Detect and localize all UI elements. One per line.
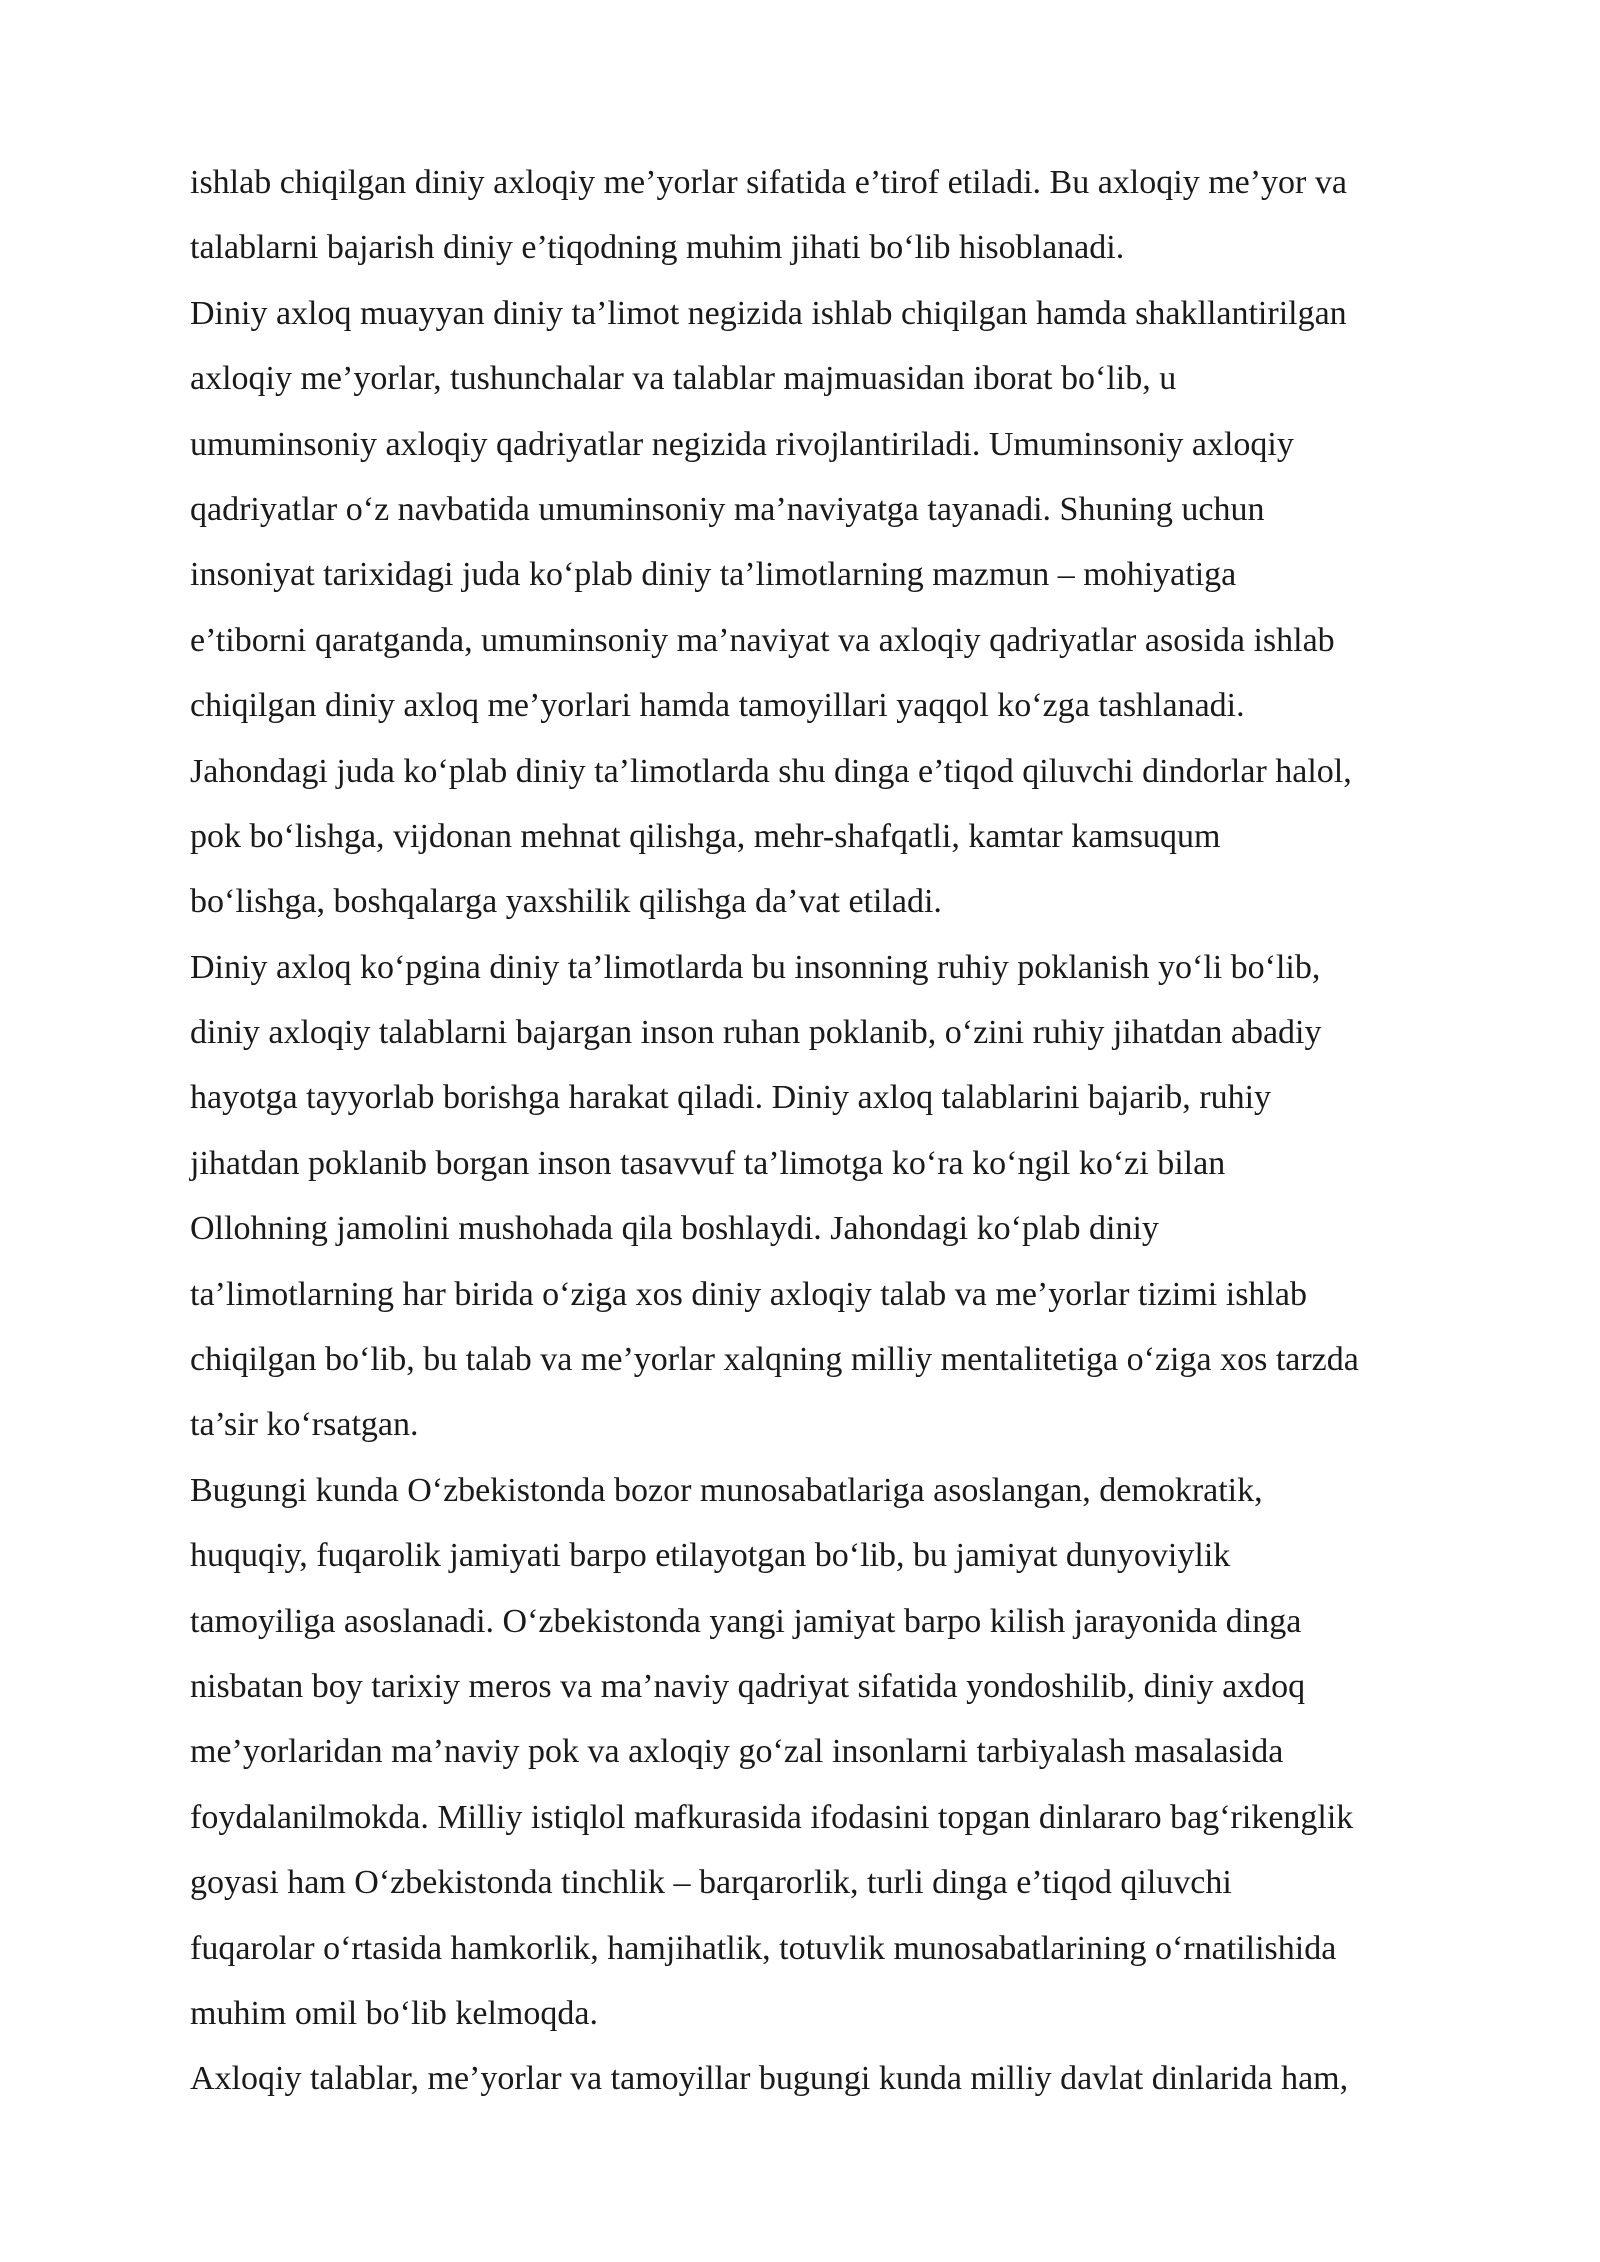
text-line: ta’limotlarning har birida o‘ziga xos diniy axloqiy talab va me’yorlar tizimi ishlab <box>190 1275 1307 1313</box>
text-line: chiqilgan bo‘lib, bu talab va me’yorlar xalqning milliy mentalitetiga o‘ziga xos tarzda <box>190 1341 1359 1379</box>
text-line: bo‘lishga, boshqalarga yaxshilik qilishga da’vat etiladi. <box>190 883 942 921</box>
text-line: Axloqiy talablar, me’yorlar va tamoyillar bugungi kunda milliy davlat dinlarida ham, <box>190 2060 1349 2098</box>
text-line: qadriyatlar o‘z navbatida umuminsoniy ma’naviyatga tayanadi. Shuning uchun <box>190 490 1265 528</box>
text-line: fuqarolar o‘rtasida hamkorlik, hamjihatlik, totuvlik munosabatlarining o‘rnatilishida <box>190 1929 1337 1967</box>
text-line: Ollohning jamolini mushohada qila boshlaydi. Jahondagi ko‘plab diniy <box>190 1210 1159 1248</box>
text-line: goyasi ham O‘zbekistonda tinchlik – barqarorlik, turli dinga e’tiqod qiluvchi <box>190 1864 1232 1902</box>
text-line: huquqiy, fuqarolik jamiyati barpo etilayotgan bo‘lib, bu jamiyat dunyoviylik <box>190 1537 1231 1575</box>
text-line: hayotga tayyorlab borishga harakat qiladi. Diniy axloq talablarini bajarib, ruhiy <box>190 1079 1272 1117</box>
text-line: Jahondagi juda ko‘plab diniy ta’limotlarda shu dinga e’tiqod qiluvchi dindorlar halol, <box>190 752 1352 790</box>
text-line: axloqiy me’yorlar, tushunchalar va talablar majmuasidan iborat bo‘lib, u <box>190 360 1177 398</box>
text-line: pok bo‘lishga, vijdonan mehnat qilishga, mehr-shafqatli, kamtar kamsuqum <box>190 817 1221 855</box>
text-line: foydalanilmokda. Milliy istiqlol mafkurasida ifodasini topgan dinlararo bag‘rikenglik <box>190 1798 1354 1836</box>
text-line: tamoyiliga asoslanadi. O‘zbekistonda yangi jamiyat barpo kilish jarayonida dinga <box>190 1602 1302 1640</box>
body-text <box>190 150 1520 2112</box>
text-line: chiqilgan diniy axloq me’yorlari hamda tamoyillari yaqqol ko‘zga tashlanadi. <box>190 687 1245 725</box>
text-line: umuminsoniy axloqiy qadriyatlar negizida rivojlantiriladi. Umuminsoniy axloqiy <box>190 425 1294 463</box>
text-line: muhim omil bo‘lib kelmoqda. <box>190 1994 598 2032</box>
text-line: e’tiborni qaratganda, umuminsoniy ma’naviyat va axloqiy qadriyatlar asosida ishlab <box>190 621 1335 659</box>
text-line: ishlab chiqilgan diniy axloqiy me’yorlar sifatida e’tirof etiladi. Bu axloqiy me’yor va <box>190 164 1347 201</box>
text-line: me’yorlaridan ma’naviy pok va axloqiy go‘zal insonlarni tarbiyalash masalasida <box>190 1733 1284 1771</box>
text-line: Bugungi kunda O‘zbekistonda bozor munosabatlariga asoslangan, demokratik, <box>190 1471 1263 1509</box>
text-line: insoniyat tarixidagi juda ko‘plab diniy ta’limotlarning mazmun – mohiyatiga <box>190 556 1237 594</box>
text-line: nisbatan boy tarixiy meros va ma’naviy qadriyat sifatida yondoshilib, diniy axdoq <box>190 1667 1306 1705</box>
text-line: Diniy axloq muayyan diniy ta’limot negizida ishlab chiqilgan hamda shakllantirilgan <box>190 294 1347 332</box>
text-line: jihatdan poklanib borgan inson tasavvuf ta’limotga ko‘ra ko‘ngil ko‘zi bilan <box>190 1144 1226 1182</box>
text-line: talablarni bajarish diniy e’tiqodning muhim jihati bo‘lib hisoblanadi. <box>190 229 1125 267</box>
text-line: diniy axloqiy talablarni bajargan inson ruhan poklanib, o‘zini ruhiy jihatdan abadiy <box>190 1014 1322 1052</box>
text-line: Diniy axloq ko‘pgina diniy ta’limotlarda bu insonning ruhiy poklanish yo‘li bo‘lib, <box>190 948 1321 986</box>
text-line: ta’sir ko‘rsatgan. <box>190 1406 419 1444</box>
